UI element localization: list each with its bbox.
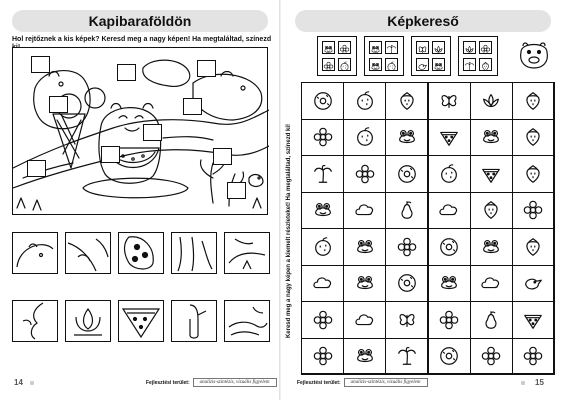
flower-icon [396, 236, 418, 258]
frog-icon [480, 236, 502, 258]
strawberry-icon [522, 90, 544, 112]
sample-cell [369, 58, 382, 71]
orange-icon [339, 61, 350, 72]
grid-cell[interactable] [470, 82, 513, 120]
frog-icon [396, 126, 418, 148]
sample-cell [338, 58, 351, 71]
strawberry-icon [396, 90, 418, 112]
hidden-spot-box[interactable] [31, 56, 50, 73]
grid-cell[interactable] [470, 265, 513, 303]
grid-cell[interactable] [343, 155, 386, 193]
right-footer-value: analízis-szintézis, vizuális figyelem [344, 378, 428, 387]
hidden-spot-box[interactable] [49, 96, 68, 113]
hidden-spot-box[interactable] [27, 160, 46, 177]
frog-icon [354, 236, 376, 258]
melon-icon [522, 309, 544, 331]
sample-cell [416, 58, 429, 71]
pear-icon [480, 309, 502, 331]
melon-icon [438, 126, 460, 148]
hidden-spot-box[interactable] [117, 64, 136, 81]
search-grid [301, 82, 554, 374]
detail-tile[interactable] [12, 232, 58, 274]
flower-icon [339, 44, 350, 55]
hidden-spot-box[interactable] [143, 124, 162, 141]
cloud-icon [354, 199, 376, 221]
sample-cell [463, 41, 476, 54]
grid-cell[interactable] [301, 301, 344, 339]
hidden-spot-box[interactable] [213, 148, 232, 165]
bird-icon [417, 61, 428, 72]
left-footer [146, 378, 277, 387]
frog-icon [370, 44, 381, 55]
detail-tile[interactable] [171, 232, 217, 274]
detail-tile[interactable] [118, 300, 164, 342]
strawberry-icon [480, 61, 491, 72]
frog-icon [354, 272, 376, 294]
detail-tile[interactable] [65, 232, 111, 274]
left-footer-value: analízis-szintézis, vizuális figyelem [193, 378, 277, 387]
cloud-icon [480, 272, 502, 294]
strawberry-icon [522, 236, 544, 258]
lotus-icon [480, 90, 502, 112]
orange-icon [354, 126, 376, 148]
right-title-bar [295, 10, 551, 32]
grid-cell[interactable] [470, 338, 513, 376]
grid-cell[interactable] [428, 265, 471, 303]
left-instruction: Hol rejtőznek a kis képek? Keresd meg a nagy képen! Ha megtaláltad, színezd [12, 36, 272, 43]
grid-cell[interactable] [470, 228, 513, 266]
cloud-icon [312, 272, 334, 294]
grid-cell[interactable] [343, 338, 386, 376]
grid-cell[interactable] [428, 82, 471, 120]
sample-cell [385, 41, 398, 54]
grid-cell[interactable] [343, 265, 386, 303]
bird-icon [522, 272, 544, 294]
capybara-face-icon [517, 38, 551, 72]
grid-cell[interactable] [301, 192, 344, 230]
hidden-spot-box[interactable] [197, 60, 216, 77]
grid-cell[interactable] [512, 119, 555, 157]
grid-cell[interactable] [428, 338, 471, 376]
orange-icon [386, 61, 397, 72]
grid-cell[interactable] [385, 265, 428, 303]
sample-cell [432, 41, 445, 54]
cloud-icon [354, 309, 376, 331]
grid-cell[interactable] [512, 228, 555, 266]
grid-cell[interactable] [428, 301, 471, 339]
sample-cell [479, 58, 492, 71]
flower-icon [522, 345, 544, 367]
flower-icon [480, 44, 491, 55]
grid-cell[interactable] [470, 155, 513, 193]
grid-cell[interactable] [385, 192, 428, 230]
grid-cell[interactable] [385, 228, 428, 266]
butterfly-icon [417, 44, 428, 55]
donut-icon [396, 163, 418, 185]
grid-cell[interactable] [343, 228, 386, 266]
grid-cell[interactable] [512, 155, 555, 193]
palm-icon [396, 345, 418, 367]
flower-icon [480, 345, 502, 367]
detail-tile[interactable] [65, 300, 111, 342]
grid-cell[interactable] [428, 192, 471, 230]
flower-icon [312, 309, 334, 331]
sample-cell [432, 58, 445, 71]
grid-cell[interactable] [343, 301, 386, 339]
sample-detail-box [317, 36, 357, 76]
grid-cell[interactable] [301, 155, 344, 193]
sample-cell [385, 58, 398, 71]
left-page [0, 0, 280, 400]
palm-icon [386, 44, 397, 55]
sample-cell [322, 58, 335, 71]
strawberry-icon [480, 199, 502, 221]
sample-cell [463, 58, 476, 71]
grid-cell[interactable] [385, 301, 428, 339]
lotus-icon [433, 44, 444, 55]
strawberry-icon [522, 163, 544, 185]
grid-cell[interactable] [301, 119, 344, 157]
donut-icon [396, 272, 418, 294]
sample-detail-box [411, 36, 451, 76]
frog-icon [354, 345, 376, 367]
hidden-spot-box[interactable] [101, 146, 120, 163]
detail-tile[interactable] [12, 300, 58, 342]
grid-cell[interactable] [385, 338, 428, 376]
detail-tile[interactable] [171, 300, 217, 342]
frog-icon [370, 61, 381, 72]
sample-cell [369, 41, 382, 54]
flower-icon [438, 309, 460, 331]
left-title-bar [12, 10, 268, 32]
butterfly-icon [396, 309, 418, 331]
melon-icon [480, 163, 502, 185]
grid-cell[interactable] [470, 119, 513, 157]
left-page-number: 14 [14, 378, 23, 387]
frog-icon [480, 126, 502, 148]
grid-cell[interactable] [301, 265, 344, 303]
grid-cell[interactable] [343, 82, 386, 120]
left-footer-label: Fejlesztési terület: [146, 379, 190, 386]
page-corner-mark [30, 381, 34, 385]
flower-icon [354, 163, 376, 185]
grid-cell[interactable] [301, 228, 344, 266]
hidden-spot-box[interactable] [183, 98, 202, 115]
detail-tile[interactable] [224, 232, 270, 274]
sample-detail-box [458, 36, 498, 76]
grid-cell[interactable] [385, 119, 428, 157]
grid-cell[interactable] [301, 82, 344, 120]
grid-cell[interactable] [470, 192, 513, 230]
main-scene-illustration [12, 47, 268, 215]
right-instruction-vertical [283, 90, 295, 372]
right-instruction: Keresd meg a nagy képen a kiemelt részleteket! Ha megtaláltad, színezd ki! [286, 123, 292, 339]
donut-icon [312, 90, 334, 112]
grid-cell[interactable] [512, 192, 555, 230]
right-page [281, 0, 561, 400]
frog-icon [438, 272, 460, 294]
grid-cell[interactable] [428, 155, 471, 193]
detail-tile[interactable] [118, 232, 164, 274]
sample-detail-box [364, 36, 404, 76]
flower-icon [323, 61, 334, 72]
grid-cell[interactable] [385, 82, 428, 120]
flower-icon [312, 345, 334, 367]
grid-cell[interactable] [301, 338, 344, 376]
donut-icon [438, 236, 460, 258]
sample-cell [479, 41, 492, 54]
right-page-number: 15 [535, 378, 544, 387]
palm-icon [312, 163, 334, 185]
cloud-icon [438, 199, 460, 221]
grid-cell[interactable] [428, 119, 471, 157]
grid-cell[interactable] [385, 155, 428, 193]
butterfly-icon [438, 90, 460, 112]
grid-cell[interactable] [343, 119, 386, 157]
grid-cell[interactable] [428, 228, 471, 266]
donut-icon [438, 345, 460, 367]
left-page-title: Kapibaraföldön [88, 13, 192, 29]
page-corner-mark [521, 381, 525, 385]
grid-cell[interactable] [512, 82, 555, 120]
orange-icon [312, 236, 334, 258]
right-footer [297, 378, 428, 387]
right-page-title: Képkereső [387, 13, 459, 29]
flower-icon [312, 126, 334, 148]
palm-icon [464, 61, 475, 72]
frog-icon [323, 44, 334, 55]
sample-cell [338, 41, 351, 54]
hidden-spot-box[interactable] [227, 182, 246, 199]
right-footer-label: Fejlesztési terület: [297, 379, 341, 386]
detail-tile[interactable] [224, 300, 270, 342]
orange-icon [438, 163, 460, 185]
grid-cell[interactable] [512, 265, 555, 303]
sample-cell [322, 41, 335, 54]
flower-icon [522, 199, 544, 221]
sample-cell [416, 41, 429, 54]
pear-icon [396, 199, 418, 221]
grid-cell[interactable] [343, 192, 386, 230]
strawberry-icon [522, 126, 544, 148]
grid-cell[interactable] [512, 301, 555, 339]
orange-icon [354, 90, 376, 112]
lotus-icon [464, 44, 475, 55]
frog-icon [433, 61, 444, 72]
grid-cell[interactable] [470, 301, 513, 339]
grid-cell[interactable] [512, 338, 555, 376]
frog-icon [312, 199, 334, 221]
